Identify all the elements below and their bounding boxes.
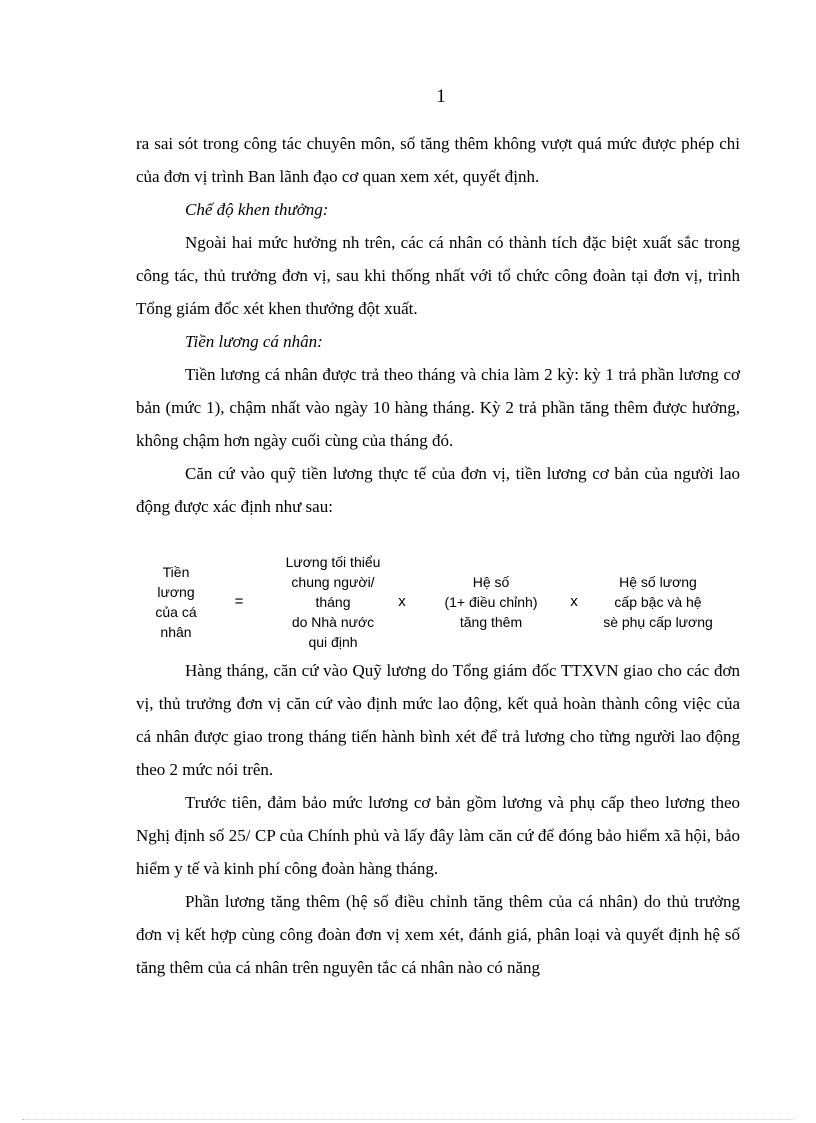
paragraph-salary-basis: Căn cứ vào quỹ tiền lương thực tế của đơn vị, tiền lương cơ bản của người lao động được xác định như sau: — [136, 464, 740, 516]
formula-term-personal-salary — [136, 562, 216, 642]
formula-text-line: của cá — [155, 604, 197, 620]
formula-text-line: qui định — [308, 634, 358, 650]
paragraph-reward: Ngoài hai mức hưởng nh trên, các cá nhân có thành tích đặc biệt xuất sắc trong công tác, thủ trưởng đơn vị, sau khi thống nhất với tổ chức công đoàn tại đơn vị, trình Tổng giám đốc xét khen thưởng đột xuất. — [136, 233, 740, 318]
paragraph-continuation: ra sai sót trong công tác chuyên môn, số tăng thêm không vượt quá mức được phép chi của đơn vị trình Ban lãnh đạo cơ quan xem xét, quyết định. — [136, 134, 740, 186]
formula-multiply-sign-2: x — [570, 593, 578, 610]
formula-text-line: nhân — [160, 624, 192, 640]
formula-text-line: lương — [157, 584, 195, 600]
formula-text-line: (1+ điều chỉnh) — [444, 594, 538, 610]
section-heading-personal-salary: Tiền lương cá nhân: — [185, 332, 323, 351]
section-heading-reward-policy: Chế độ khen thưởng: — [185, 200, 329, 219]
paragraph-monthly-evaluation: Hàng tháng, căn cứ vào Quỹ lương do Tổng giám đốc TTXVN giao cho các đơn vị, thủ trưởng đơn vị căn cứ vào định mức lao động, kết quả hoàn thành công việc của cá nhân được giao trong tháng tiến hành bình xét để trả lương cho từng người lao động theo 2 mức nói trên. — [136, 661, 740, 779]
formula-term-adjustment-coefficient — [416, 572, 566, 632]
body-text-top — [136, 127, 740, 523]
formula-text-line: chung người/ — [291, 574, 375, 590]
salary-formula — [136, 552, 740, 652]
formula-equals-sign: = — [234, 593, 244, 610]
formula-text-line: Tiền — [162, 564, 190, 580]
paragraph-salary-payment: Tiền lương cá nhân được trả theo tháng và chia làm 2 kỳ: kỳ 1 trả phần lương cơ bản (mức 1), chậm nhất vào ngày 10 hàng tháng. Kỳ 2 trả phần tăng thêm được hưởng, không chậm hơn ngày cuối cùng của tháng đó. — [136, 365, 740, 450]
formula-text-line: tháng — [315, 594, 351, 610]
formula-term-minimum-wage — [258, 552, 408, 652]
formula-text-line: sè phụ cấp lương — [603, 614, 713, 630]
formula-text-line: do Nhà nước — [291, 614, 375, 630]
formula-text-line: Lương tối thiểu — [285, 554, 381, 570]
page-bottom-edge — [22, 1119, 794, 1120]
paragraph-additional-salary: Phần lương tăng thêm (hệ số điều chỉnh tăng thêm của cá nhân) do thủ trưởng đơn vị kết hợp cùng công đoàn đơn vị xem xét, đánh giá, phân loại và quyết định hệ số tăng thêm của cá nhân trên nguyên tắc cá nhân nào có năng — [136, 892, 740, 977]
formula-text-line: tăng thêm — [459, 614, 523, 630]
formula-text-line: cấp bậc và hệ — [614, 594, 702, 610]
formula-term-grade-coefficient — [586, 572, 730, 632]
formula-text-line: Hệ số lương — [619, 574, 697, 590]
paragraph-basic-salary: Trước tiên, đảm bảo mức lương cơ bản gồm lương và phụ cấp theo lương theo Nghị định số 25/ CP của Chính phủ và lấy đây làm căn cứ để đóng bảo hiểm xã hội, bảo hiểm y tế và kinh phí công đoàn hàng tháng. — [136, 793, 740, 878]
body-text-bottom — [136, 654, 740, 984]
formula-multiply-sign-1: x — [398, 593, 406, 610]
formula-text-line: Hệ số — [472, 574, 510, 590]
page-number: 1 — [436, 86, 446, 107]
